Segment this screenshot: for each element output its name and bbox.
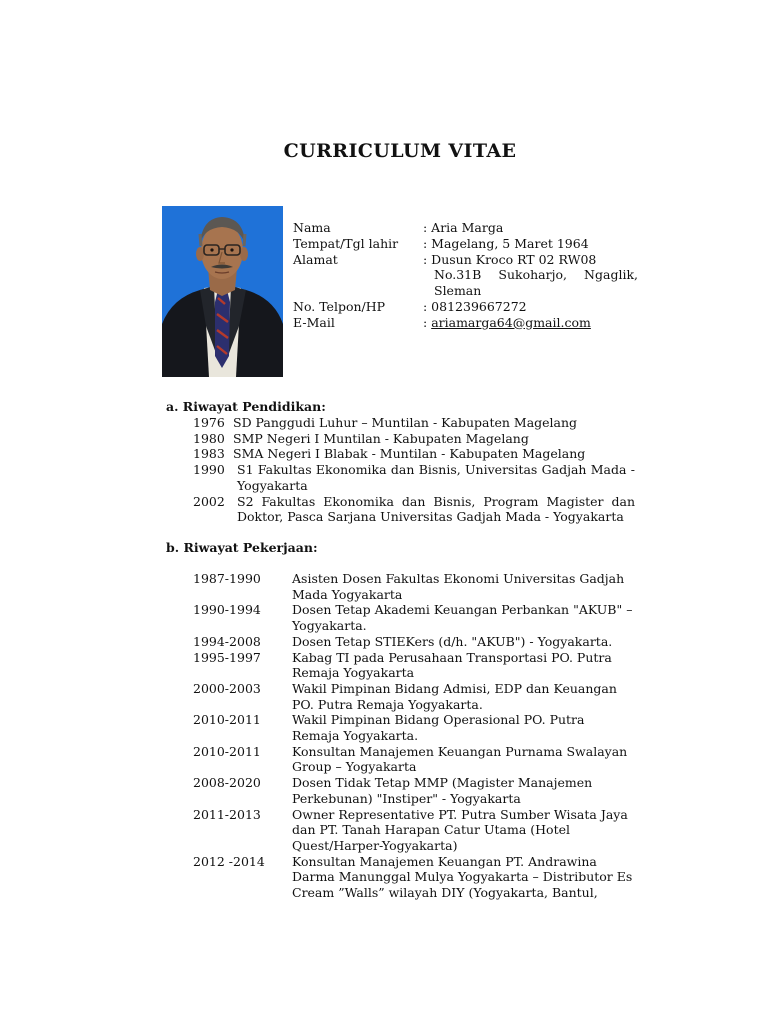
work-heading: b. Riwayat Pekerjaan: — [166, 540, 318, 555]
alamat-line-3: Sleman — [434, 283, 482, 299]
education-item — [193, 431, 635, 447]
work-period: 1995-1997 — [193, 649, 261, 665]
education-heading: a. Riwayat Pendidikan: — [166, 399, 326, 414]
work-period: 1987-1990 — [193, 571, 261, 586]
work-item — [193, 650, 635, 681]
work-item — [193, 681, 635, 712]
info-row-telp — [293, 299, 638, 315]
alamat-label: Alamat — [293, 251, 338, 267]
work-item — [193, 807, 635, 854]
personal-info — [293, 220, 638, 331]
nama-value: : Aria Marga — [423, 220, 504, 235]
work-item — [193, 854, 635, 901]
education-text: S1 Fakultas Ekonomika dan Bisnis, Universitas Gadjah Mada - Yogyakarta — [237, 462, 635, 493]
work-item — [193, 712, 635, 743]
education-item — [193, 415, 635, 431]
work-description: Kabag TI pada Perusahaan Transportasi PO. Putra Remaja Yogyakarta — [292, 649, 612, 681]
work-item — [193, 744, 635, 775]
email-value-wrap — [423, 315, 638, 331]
education-text: SD Panggudi Luhur – Muntilan - Kabupaten Magelang — [233, 415, 578, 430]
work-description: Wakil Pimpinan Bidang Admisi, EDP dan Keuangan PO. Putra Remaja Yogyakarta. — [292, 680, 617, 712]
work-list — [193, 571, 635, 901]
telp-value: : 081239667272 — [423, 298, 527, 314]
work-period: 2010-2011 — [193, 712, 261, 728]
telp-label: No. Telpon/HP — [293, 298, 386, 314]
info-row-ttl — [293, 236, 638, 252]
ttl-value: : Magelang, 5 Maret 1964 — [423, 235, 589, 251]
nama-label: Nama — [293, 220, 331, 235]
alamat-value — [423, 252, 638, 299]
work-period: 2010-2011 — [193, 743, 261, 759]
work-description: Konsultan Manajemen Keuangan Purnama Swalayan Group – Yogyakarta — [292, 743, 628, 775]
education-item — [193, 446, 635, 462]
work-item — [193, 602, 635, 633]
work-description: Konsultan Manajemen Keuangan PT. Andrawina Darma Manunggal Mulya Yogyakarta – Distributor Es Cream ”Walls” wilayah DIY (Yogyakarta, Bantul, — [292, 853, 633, 901]
work-period: 2000-2003 — [193, 680, 261, 696]
info-row-nama — [293, 220, 638, 236]
work-description: Wakil Pimpinan Bidang Operasional PO. Putra Remaja Yogyakarta. — [292, 712, 585, 744]
education-year: 2002 — [193, 493, 225, 509]
work-description: Dosen Tetap STIEKers (d/h. "AKUB") - Yogyakarta. — [292, 633, 613, 649]
work-description: Dosen Tidak Tetap MMP (Magister Manajemen Perkebunan) "Instiper" - Yogyakarta — [292, 775, 593, 806]
work-item — [193, 775, 635, 806]
work-period: 2008-2020 — [193, 775, 261, 791]
education-year: 1980 — [193, 430, 225, 446]
work-description: Owner Representative PT. Putra Sumber Wisata Jaya dan PT. Tanah Harapan Catur Utama (Hotel Quest/Harper-Yogyakarta) — [292, 806, 628, 853]
education-item — [193, 494, 635, 525]
work-item — [193, 571, 635, 602]
info-row-email — [293, 315, 638, 331]
alamat-line-1: : Dusun Kroco RT 02 RW08 — [423, 251, 597, 267]
education-text: SMA Negeri I Blabak - Muntilan - Kabupaten Magelang — [233, 446, 586, 462]
work-item — [193, 634, 635, 650]
education-year: 1983 — [193, 446, 225, 462]
email-colon: : — [423, 314, 432, 330]
work-period: 1994-2008 — [193, 633, 261, 649]
education-text: S2 Fakultas Ekonomika dan Bisnis, Program Magister dan Doktor, Pasca Sarjana Universitas Gadjah Mada - Yogyakarta — [237, 493, 635, 525]
email-label: E-Mail — [293, 314, 335, 330]
education-year: 1990 — [193, 462, 225, 478]
alamat-line-2: No.31B Sukoharjo, Ngaglik, — [434, 267, 638, 283]
work-period: 2012 -2014 — [193, 853, 265, 869]
ttl-label: Tempat/Tgl lahir — [293, 235, 399, 251]
education-list — [193, 415, 635, 525]
education-text: SMP Negeri I Muntilan - Kabupaten Magelang — [233, 430, 529, 446]
work-period: 1990-1994 — [193, 602, 261, 618]
email-link[interactable]: ariamarga64@gmail.com — [431, 314, 591, 330]
work-description: Dosen Tetap Akademi Keuangan Perbankan "AKUB" – Yogyakarta. — [292, 602, 633, 634]
work-period: 2011-2013 — [193, 806, 261, 822]
education-item — [193, 462, 635, 493]
profile-photo — [162, 206, 283, 377]
info-row-alamat — [293, 252, 638, 299]
page-title: CURRICULUM VITAE — [283, 140, 517, 162]
education-year: 1976 — [193, 415, 225, 430]
work-description: Asisten Dosen Fakultas Ekonomi Universitas Gadjah Mada Yogyakarta — [292, 571, 625, 602]
